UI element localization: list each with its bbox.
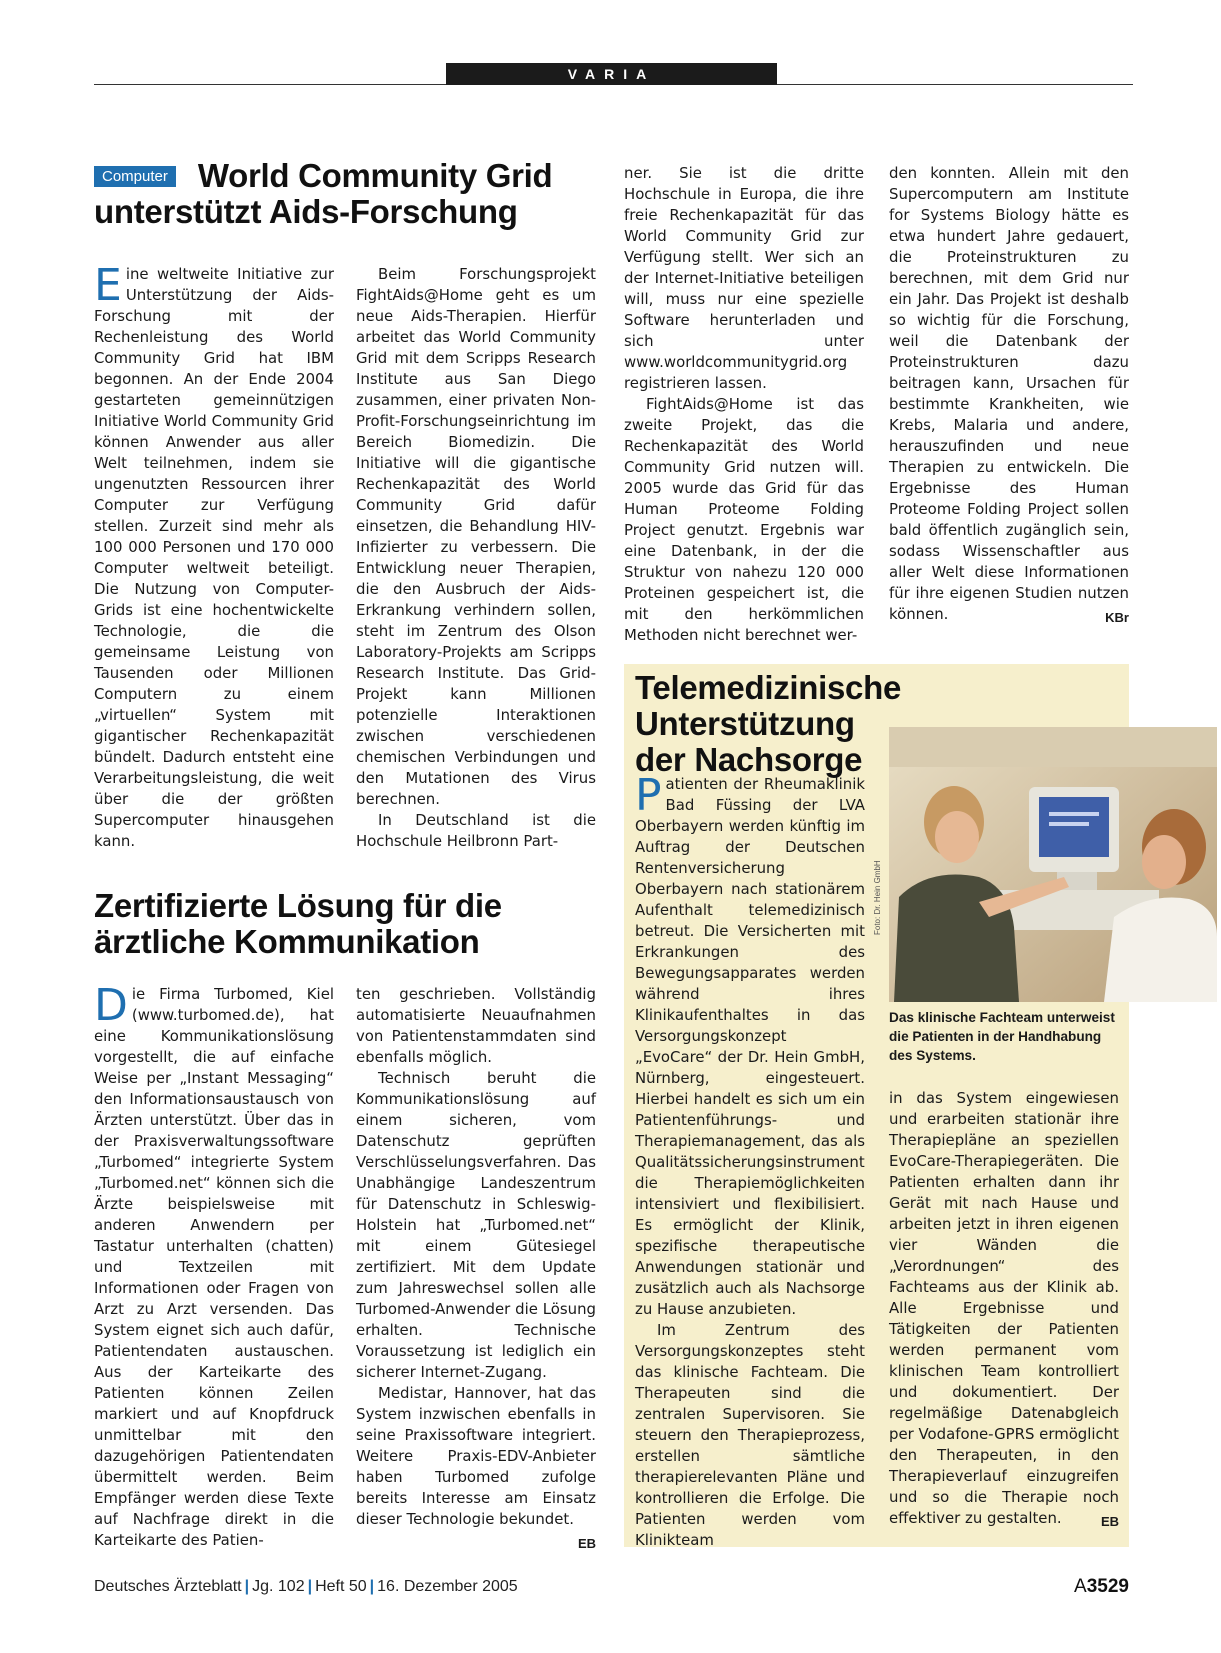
article2-title — [94, 888, 614, 960]
article1-col3-p2: FightAids@Home ist das zweite Projekt, das die Rechenkapazität des World Community Grid nutzen will. 2005 wurde das Grid für das Human Proteome Folding Project genutzt. Ergebnis war eine Datenbank, in der die Struktur von nahezu 120 000 Proteinen gespeichert ist, die mit den herkömmlichen Methoden nicht berechnet wer- — [624, 395, 864, 644]
article1-column1 — [94, 260, 334, 852]
article1-col2-p2: In Deutschland ist die Hochschule Heilbronn Part- — [356, 811, 596, 850]
article2-column1 — [94, 980, 334, 1551]
separator: | — [369, 1578, 375, 1595]
article2-col2-p2: Technisch beruht die Kommunikationslösung auf einem sicheren, vom Datenschutz geprüften Verschlüsselungsverfahren. Das Unabhängige Landeszentrum für Datenschutz in Schleswig-Holstein hat „Turbomed.net“ mit einem Gütesiegel zertifiziert. Mit dem Update zum Jahreswechsel sollen alle Turbomed-Anwender die Lösung erhalten. Technische Voraussetzung ist lediglich ein sicherer Internet-Zugang. — [356, 1069, 596, 1381]
issue: Heft 50 — [315, 1578, 367, 1595]
journal-name: Deutsches Ärzteblatt — [94, 1578, 242, 1595]
article1-col2-p1: Beim Forschungsprojekt FightAids@Home geht es um neue Aids-Therapien. Hierfür arbeitet das World Community Grid mit dem Scripps Research Institute aus San Diego zusammen, einer privaten Non-Profit-Forschungseinrichtung im Bereich Biomedizin. Die Initiative will die gigantische Rechenkapazität des World Community Grid dafür einsetzen, die Behandlung HIV-Infizierter zu verbessern. Die Entwicklung neuer Therapien, die den Ausbruch der Aids-Erkrankung verhindern sollen, steht im Zentrum des Olson Laboratory-Projekts am Scripps Research Institute. Das Grid-Projekt kann Millionen potenzielle Interaktionen zwischen verschiedenen chemischen Verbindungen und den Mutationen des Virus berechnen. — [356, 265, 596, 808]
article1-column2 — [356, 264, 596, 852]
article3-col2-text: in das System eingewiesen und erarbeiten stationär ihre Therapiepläne an speziellen EvoCare-Therapiegeräten. Die Patienten erhalten dann ihr Gerät mit nach Hause und arbeiten jetzt in ihren eigenen vier Wänden die „Verordnungen“ des Fachteams aus der Klinik ab. Alle Ergebnisse und Tätigkeiten der Patienten werden permanent vom klinischen Team kontrolliert und dokumentiert. Der regelmäßige Datenabgleich per Vodafone-GPRS ermöglicht den Therapeuten, in den Therapieverlauf einzugreifen und so die Therapie noch effektiver zu gestalten. — [889, 1089, 1119, 1527]
article1-signature: KBr — [1105, 610, 1129, 625]
page-number-value: 3529 — [1086, 1576, 1129, 1597]
separator: | — [307, 1578, 313, 1595]
footer-citation — [94, 1578, 518, 1596]
article2-title-line1: Zertifizierte Lösung für die — [94, 887, 502, 924]
drop-cap: E — [94, 260, 122, 311]
article3-col1-p2: Im Zentrum des Versorgungskonzeptes steht das klinische Fachteam. Die Therapeuten sind die zentralen Supervisoren. Sie steuern den Therapieprozess, erstellen sämtliche therapierelevanten Pläne und kontrollieren die Erfolge. Die Patienten werden vom Klinikteam — [635, 1321, 865, 1549]
article3-column2 — [889, 1088, 1119, 1532]
article1-col3-p1: ner. Sie ist die dritte Hochschule in Europa, die ihre freie Rechenkapazität für das World Community Grid zur Verfügung stellt. Wer sich an der Internet-Initiative beteiligen will, muss nur eine spezielle Software herunterladen und sich unter www.worldcommunitygrid.org registrieren lassen. — [624, 164, 864, 392]
page-prefix: A — [1074, 1576, 1087, 1597]
article3-col1-p1: atienten der Rheumaklinik Bad Füssing der LVA Oberbayern werden künftig im Auftrag der Deutschen Rentenversicherung Oberbayern nach stationärem Aufenthalt telemedizinisch betreut. Die Versicherten mit Erkrankungen des Bewegungsapparates werden während ihres Klinikaufenthaltes in das Versorgungskonzept „EvoCare“ der Dr. Hein GmbH, Nürnberg, eingesteuert. Hierbei handelt es sich um ein Patientenführungs- und Therapiemanagement, das als Qualitätssicherungsinstrument die Therapiemöglichkeiten intensiviert und flexibilisiert. Es ermöglicht der Klinik, spezifische therapeutische Anwendungen stationär und zusätzlich auch als Nachsorge zu Hause anzubieten. — [635, 775, 865, 1318]
category-tag: Computer — [94, 166, 176, 187]
article3-column1 — [635, 770, 865, 1551]
article2-col2-p3: Medistar, Hannover, hat das System inzwischen ebenfalls in seine Praxissoftware integriert. Weitere Praxis-EDV-Anbieter haben Turbomed zufolge bereits Interesse am Einsatz dieser Technologie bekundet. — [356, 1384, 596, 1528]
issue-date: 16. Dezember 2005 — [377, 1578, 518, 1595]
article3-signature: EB — [1100, 1514, 1119, 1529]
page-number — [1074, 1576, 1129, 1598]
article1-title-line1: World Community Grid — [197, 157, 553, 194]
drop-cap: D — [94, 980, 128, 1031]
photo-credit — [873, 922, 882, 935]
article2-column2 — [356, 984, 596, 1554]
article2-signature: EB — [577, 1536, 596, 1551]
separator: | — [244, 1578, 250, 1595]
clinic-photo — [889, 727, 1217, 1002]
volume: Jg. 102 — [252, 1578, 305, 1595]
photo-caption: Das klinische Fachteam unterweist die Patienten in der Handhabung des Systems. — [889, 1010, 1115, 1063]
article1-col4-text: den konnten. Allein mit den Supercomputern am Institute for Systems Biology hätte es etwa hundert Jahre gedauert, die Proteinstrukturen zu berechnen, mit dem Grid nur ein Jahr. Das Projekt ist deshalb so wichtig für die Forschung, weil die Datenbank der Proteinstrukturen dazu beitragen kann, Ursachen für bestimmte Krankheiten, wie Krebs, Malaria und andere, herauszufinden und neue Therapien zu entwickeln. Die Ergebnisse des Human Proteome Folding Project sollen bald öffentlich zugänglich sein, sodass Wissenschaftler aus aller Welt diese Informationen für ihre eigenen Studien nutzen können. — [889, 164, 1129, 623]
article1-title-line2: unterstützt Aids-Forschung — [94, 193, 518, 230]
article3-title-line1: Telemedizinische Unterstützung — [635, 669, 902, 742]
article1-column4 — [889, 163, 1129, 628]
article3-title-line2: der Nachsorge — [635, 741, 863, 778]
article2-col2-p1: ten geschrieben. Vollständig automatisierte Neuaufnahmen von Patientenstammdaten sind ebenfalls möglich. — [356, 985, 596, 1066]
section-label: VARIA — [446, 63, 777, 85]
drop-cap: P — [635, 770, 662, 821]
article1-col1-text: ine weltweite Initiative zur Unterstützung der Aids-Forschung mit der Rechenleistung des World Community Grid hat IBM begonnen. An der Ende 2004 gestarteten gemeinnützigen Initiative World Community Grid können Anwender aus aller Welt teilnehmen, indem sie ungenutzten Ressourcen ihrer Computer zur Verfügung stellen. Zurzeit sind mehr als 100 000 Personen und 170 000 Computer weltweit beteiligt. Die Nutzung von Computer-Grids ist eine hochentwickelte Technologie, die die gemeinsame Leistung von Tausenden oder Millionen Computern zu einem „virtuellen“ System mit gigantischer Rechenkapazität bündelt. Dadurch entsteht eine Verarbeitungsleistung, die weit über die der größten Supercomputer hinausgehen kann. — [94, 265, 334, 850]
article1-column3 — [624, 163, 864, 646]
article2-title-line2: ärztliche Kommunikation — [94, 923, 480, 960]
article1-title — [94, 158, 614, 230]
article2-col1-text: ie Firma Turbomed, Kiel (www.turbomed.de), hat eine Kommunikationslösung vorgestellt, die auf einfache Weise per „Instant Messaging“ den Informationsaustausch von Ärzten unterstützt. Über das in der Praxisverwaltungssoftware „Turbomed“ integrierte System „Turbomed.net“ können sich die Ärzte beispielsweise mit anderen Anwendern per Tastatur unterhalten (chatten) und Textzeilen mit Informationen oder Fragen von Arzt zu Arzt versenden. Das System eignet sich auch dafür, Patientendaten austauschen. Aus der Karteikarte des Patienten können Zeilen markiert und auf Knopfdruck unmittelbar mit den dazugehörigen Patientendaten übermittelt werden. Beim Empfänger werden diese Texte auf Nachfrage direkt in die Karteikarte des Patien- — [94, 985, 334, 1549]
